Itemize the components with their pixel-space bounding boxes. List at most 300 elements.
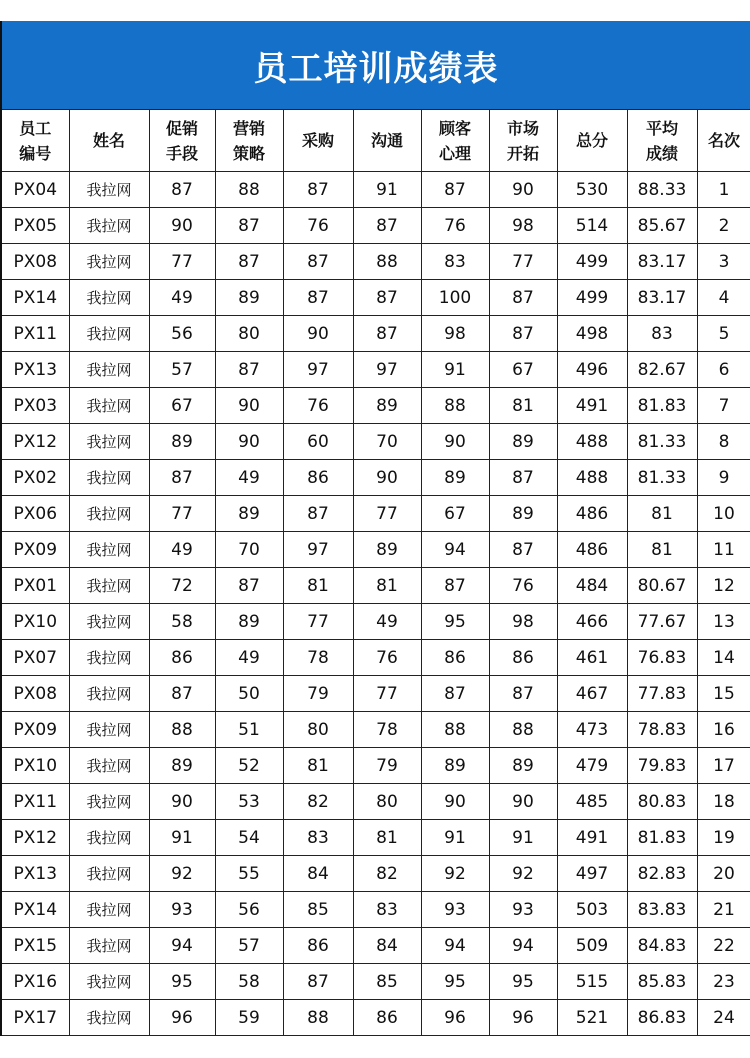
- table-cell[interactable]: 89: [149, 748, 215, 784]
- table-cell[interactable]: 488: [557, 424, 627, 460]
- table-cell[interactable]: 81: [353, 820, 421, 856]
- table-cell[interactable]: 67: [149, 388, 215, 424]
- table-cell[interactable]: 2: [697, 208, 750, 244]
- table-cell[interactable]: 97: [283, 352, 353, 388]
- table-cell[interactable]: PX14: [1, 280, 69, 316]
- table-cell[interactable]: 我拉网: [69, 388, 149, 424]
- table-cell[interactable]: 91: [353, 172, 421, 208]
- table-cell[interactable]: PX05: [1, 208, 69, 244]
- table-cell[interactable]: 我拉网: [69, 244, 149, 280]
- table-cell[interactable]: 87: [421, 172, 489, 208]
- table-cell[interactable]: 90: [215, 424, 283, 460]
- table-cell[interactable]: 485: [557, 784, 627, 820]
- table-cell[interactable]: 76: [489, 568, 557, 604]
- table-cell[interactable]: 9: [697, 460, 750, 496]
- table-cell[interactable]: 67: [421, 496, 489, 532]
- table-cell[interactable]: 15: [697, 676, 750, 712]
- table-cell[interactable]: 86: [421, 640, 489, 676]
- table-cell[interactable]: PX06: [1, 496, 69, 532]
- table-cell[interactable]: 我拉网: [69, 172, 149, 208]
- table-cell[interactable]: 93: [489, 892, 557, 928]
- table-cell[interactable]: PX02: [1, 460, 69, 496]
- table-cell[interactable]: 我拉网: [69, 784, 149, 820]
- table-cell[interactable]: 83: [353, 892, 421, 928]
- table-cell[interactable]: PX08: [1, 244, 69, 280]
- table-cell[interactable]: 94: [421, 532, 489, 568]
- table-cell[interactable]: 466: [557, 604, 627, 640]
- table-cell[interactable]: 我拉网: [69, 424, 149, 460]
- table-cell[interactable]: 97: [353, 352, 421, 388]
- table-cell[interactable]: 87: [283, 280, 353, 316]
- column-header: [69, 110, 149, 172]
- table-cell[interactable]: 88.33: [627, 172, 697, 208]
- table-cell[interactable]: 89: [489, 748, 557, 784]
- table-cell[interactable]: 86: [283, 460, 353, 496]
- column-header: [697, 110, 750, 172]
- table-cell[interactable]: 我拉网: [69, 460, 149, 496]
- column-header: [557, 110, 627, 172]
- table-row: [1, 1000, 750, 1036]
- table-cell[interactable]: 80.83: [627, 784, 697, 820]
- table-row: [1, 388, 750, 424]
- table-cell[interactable]: 52: [215, 748, 283, 784]
- table-cell[interactable]: 94: [421, 928, 489, 964]
- table-cell[interactable]: 81.33: [627, 424, 697, 460]
- table-cell[interactable]: 87: [215, 568, 283, 604]
- table-cell[interactable]: 我拉网: [69, 352, 149, 388]
- column-header-line: 顾客: [438, 118, 471, 138]
- table-cell[interactable]: 83: [283, 820, 353, 856]
- table-cell[interactable]: 87: [215, 352, 283, 388]
- table-cell[interactable]: 88: [215, 172, 283, 208]
- table-cell[interactable]: 98: [489, 604, 557, 640]
- table-cell[interactable]: 81: [283, 568, 353, 604]
- table-cell[interactable]: 19: [697, 820, 750, 856]
- table-cell[interactable]: 484: [557, 568, 627, 604]
- table-cell[interactable]: 54: [215, 820, 283, 856]
- table-cell[interactable]: 67: [489, 352, 557, 388]
- table-cell[interactable]: 88: [489, 712, 557, 748]
- table-cell[interactable]: 90: [149, 208, 215, 244]
- table-cell[interactable]: 80: [353, 784, 421, 820]
- table-cell[interactable]: 49: [215, 460, 283, 496]
- table-cell[interactable]: 92: [149, 856, 215, 892]
- table-row: [1, 532, 750, 568]
- table-row: [1, 640, 750, 676]
- table-cell[interactable]: 515: [557, 964, 627, 1000]
- table-cell[interactable]: 89: [215, 604, 283, 640]
- table-cell[interactable]: 7: [697, 388, 750, 424]
- table-cell[interactable]: 92: [489, 856, 557, 892]
- table-cell[interactable]: 92: [421, 856, 489, 892]
- table-cell[interactable]: 90: [149, 784, 215, 820]
- score-sheet: [0, 21, 750, 1036]
- table-cell[interactable]: 76: [283, 388, 353, 424]
- table-cell[interactable]: 81: [283, 748, 353, 784]
- table-cell[interactable]: 84.83: [627, 928, 697, 964]
- table-cell[interactable]: 21: [697, 892, 750, 928]
- table-cell[interactable]: 86: [149, 640, 215, 676]
- table-cell[interactable]: 499: [557, 280, 627, 316]
- table-cell[interactable]: 77: [353, 496, 421, 532]
- table-cell[interactable]: 95: [149, 964, 215, 1000]
- table-cell[interactable]: 49: [215, 640, 283, 676]
- table-cell[interactable]: 76: [353, 640, 421, 676]
- table-cell[interactable]: 14: [697, 640, 750, 676]
- table-row: [1, 928, 750, 964]
- table-cell[interactable]: 18: [697, 784, 750, 820]
- table-cell[interactable]: PX17: [1, 1000, 69, 1036]
- table-cell[interactable]: 10: [697, 496, 750, 532]
- table-cell[interactable]: 87: [283, 964, 353, 1000]
- table-cell[interactable]: 1: [697, 172, 750, 208]
- table-cell[interactable]: 我拉网: [69, 1000, 149, 1036]
- table-cell[interactable]: 100: [421, 280, 489, 316]
- table-cell[interactable]: 87: [215, 244, 283, 280]
- table-cell[interactable]: 89: [421, 460, 489, 496]
- table-cell[interactable]: 我拉网: [69, 928, 149, 964]
- table-cell[interactable]: 87: [283, 244, 353, 280]
- table-cell[interactable]: 80: [215, 316, 283, 352]
- table-cell[interactable]: 88: [421, 388, 489, 424]
- table-cell[interactable]: 5: [697, 316, 750, 352]
- table-cell[interactable]: 509: [557, 928, 627, 964]
- table-cell[interactable]: 488: [557, 460, 627, 496]
- table-cell[interactable]: 461: [557, 640, 627, 676]
- table-cell[interactable]: PX13: [1, 352, 69, 388]
- table-cell[interactable]: 88: [283, 1000, 353, 1036]
- table-cell[interactable]: 76: [421, 208, 489, 244]
- table-cell[interactable]: 58: [215, 964, 283, 1000]
- table-cell[interactable]: 498: [557, 316, 627, 352]
- table-cell[interactable]: 4: [697, 280, 750, 316]
- table-cell[interactable]: 90: [489, 784, 557, 820]
- table-cell[interactable]: PX08: [1, 676, 69, 712]
- table-cell[interactable]: 89: [489, 496, 557, 532]
- table-cell[interactable]: 90: [421, 424, 489, 460]
- table-cell[interactable]: 83.83: [627, 892, 697, 928]
- table-cell[interactable]: 473: [557, 712, 627, 748]
- table-cell[interactable]: 97: [283, 532, 353, 568]
- table-cell[interactable]: 88: [353, 244, 421, 280]
- table-cell[interactable]: 16: [697, 712, 750, 748]
- table-row: [1, 856, 750, 892]
- table-row: [1, 460, 750, 496]
- table-row: [1, 496, 750, 532]
- table-cell[interactable]: 90: [353, 460, 421, 496]
- table-cell[interactable]: 我拉网: [69, 676, 149, 712]
- table-row: [1, 424, 750, 460]
- table-cell[interactable]: 77.83: [627, 676, 697, 712]
- table-row: [1, 172, 750, 208]
- table-cell[interactable]: 23: [697, 964, 750, 1000]
- table-cell[interactable]: 79: [283, 676, 353, 712]
- table-cell[interactable]: 95: [489, 964, 557, 1000]
- table-cell[interactable]: 89: [421, 748, 489, 784]
- table-cell[interactable]: 96: [421, 1000, 489, 1036]
- table-cell[interactable]: 85: [283, 892, 353, 928]
- table-cell[interactable]: 486: [557, 496, 627, 532]
- table-cell[interactable]: 514: [557, 208, 627, 244]
- table-cell[interactable]: 90: [283, 316, 353, 352]
- table-cell[interactable]: 17: [697, 748, 750, 784]
- column-header: [1, 110, 69, 172]
- table-cell[interactable]: 77: [353, 676, 421, 712]
- column-header-line: 成绩: [645, 143, 678, 163]
- table-row: [1, 604, 750, 640]
- table-cell[interactable]: 96: [149, 1000, 215, 1036]
- table-cell[interactable]: 83: [421, 244, 489, 280]
- table-cell[interactable]: 72: [149, 568, 215, 604]
- header-row: [1, 110, 750, 172]
- column-header-line: 编号: [19, 143, 52, 163]
- table-cell[interactable]: 77: [489, 244, 557, 280]
- table-cell[interactable]: 57: [149, 352, 215, 388]
- column-header-line: 沟通: [370, 131, 403, 150]
- table-cell[interactable]: 8: [697, 424, 750, 460]
- table-cell[interactable]: PX11: [1, 784, 69, 820]
- table-cell[interactable]: 我拉网: [69, 604, 149, 640]
- table-cell[interactable]: 56: [215, 892, 283, 928]
- table-cell[interactable]: 83.17: [627, 244, 697, 280]
- table-cell[interactable]: 70: [353, 424, 421, 460]
- table-cell[interactable]: 98: [421, 316, 489, 352]
- column-header-line: 姓名: [92, 131, 125, 150]
- table-cell[interactable]: 我拉网: [69, 568, 149, 604]
- table-cell[interactable]: 80: [283, 712, 353, 748]
- table-cell[interactable]: 89: [353, 388, 421, 424]
- table-cell[interactable]: 22: [697, 928, 750, 964]
- column-header: [215, 110, 283, 172]
- table-cell[interactable]: 我拉网: [69, 316, 149, 352]
- table-cell[interactable]: 95: [421, 604, 489, 640]
- table-cell[interactable]: 503: [557, 892, 627, 928]
- table-cell[interactable]: 87: [149, 172, 215, 208]
- table-cell[interactable]: PX11: [1, 316, 69, 352]
- table-cell[interactable]: 82: [353, 856, 421, 892]
- table-cell[interactable]: 81: [627, 532, 697, 568]
- table-cell[interactable]: 70: [215, 532, 283, 568]
- table-cell[interactable]: 87: [149, 460, 215, 496]
- table-cell[interactable]: 81: [489, 388, 557, 424]
- table-cell[interactable]: 89: [215, 280, 283, 316]
- table-cell[interactable]: 87: [489, 280, 557, 316]
- table-cell[interactable]: 93: [149, 892, 215, 928]
- table-cell[interactable]: 87: [353, 208, 421, 244]
- table-cell[interactable]: 87: [421, 568, 489, 604]
- table-cell[interactable]: 58: [149, 604, 215, 640]
- table-cell[interactable]: 87: [149, 676, 215, 712]
- table-cell[interactable]: PX12: [1, 424, 69, 460]
- table-cell[interactable]: 我拉网: [69, 856, 149, 892]
- table-cell[interactable]: PX07: [1, 640, 69, 676]
- table-row: [1, 568, 750, 604]
- table-cell[interactable]: PX13: [1, 856, 69, 892]
- table-cell[interactable]: 我拉网: [69, 280, 149, 316]
- table-cell[interactable]: 79.83: [627, 748, 697, 784]
- table-cell[interactable]: PX03: [1, 388, 69, 424]
- table-cell[interactable]: 87: [283, 172, 353, 208]
- table-cell[interactable]: 91: [149, 820, 215, 856]
- table-cell[interactable]: 91: [489, 820, 557, 856]
- table-cell[interactable]: 499: [557, 244, 627, 280]
- column-header: [489, 110, 557, 172]
- column-header: [149, 110, 215, 172]
- table-cell[interactable]: 89: [215, 496, 283, 532]
- table-cell[interactable]: 94: [489, 928, 557, 964]
- table-cell[interactable]: 467: [557, 676, 627, 712]
- table-cell[interactable]: 我拉网: [69, 892, 149, 928]
- table-cell[interactable]: 90: [421, 784, 489, 820]
- column-header: [627, 110, 697, 172]
- table-row: [1, 208, 750, 244]
- table-cell[interactable]: 497: [557, 856, 627, 892]
- table-cell[interactable]: PX15: [1, 928, 69, 964]
- table-cell[interactable]: PX10: [1, 748, 69, 784]
- table-cell[interactable]: 50: [215, 676, 283, 712]
- table-cell[interactable]: 85.83: [627, 964, 697, 1000]
- table-cell[interactable]: 我拉网: [69, 964, 149, 1000]
- table-cell[interactable]: 我拉网: [69, 496, 149, 532]
- column-header-line: 员工: [19, 118, 52, 138]
- table-cell[interactable]: 81: [353, 568, 421, 604]
- table-cell[interactable]: 491: [557, 388, 627, 424]
- table-cell[interactable]: 88: [149, 712, 215, 748]
- table-cell[interactable]: 我拉网: [69, 820, 149, 856]
- table-cell[interactable]: 我拉网: [69, 208, 149, 244]
- table-cell[interactable]: PX09: [1, 712, 69, 748]
- table-row: [1, 244, 750, 280]
- table-cell[interactable]: 86: [353, 1000, 421, 1036]
- table-cell[interactable]: 6: [697, 352, 750, 388]
- table-cell[interactable]: 13: [697, 604, 750, 640]
- table-cell[interactable]: 11: [697, 532, 750, 568]
- table-cell[interactable]: 76.83: [627, 640, 697, 676]
- table-cell[interactable]: 89: [353, 532, 421, 568]
- table-cell[interactable]: 51: [215, 712, 283, 748]
- table-cell[interactable]: 60: [283, 424, 353, 460]
- table-cell[interactable]: 82.67: [627, 352, 697, 388]
- table-cell[interactable]: 83.17: [627, 280, 697, 316]
- table-cell[interactable]: 87: [421, 676, 489, 712]
- table-cell[interactable]: 479: [557, 748, 627, 784]
- table-cell[interactable]: 56: [149, 316, 215, 352]
- table-cell[interactable]: 78: [283, 640, 353, 676]
- table-cell[interactable]: 76: [283, 208, 353, 244]
- table-cell[interactable]: 我拉网: [69, 532, 149, 568]
- table-cell[interactable]: 85.67: [627, 208, 697, 244]
- table-cell[interactable]: 77: [149, 496, 215, 532]
- table-cell[interactable]: 496: [557, 352, 627, 388]
- table-cell[interactable]: 80.67: [627, 568, 697, 604]
- table-row: [1, 280, 750, 316]
- table-cell[interactable]: 87: [489, 532, 557, 568]
- table-cell[interactable]: 94: [149, 928, 215, 964]
- table-cell[interactable]: 87: [283, 496, 353, 532]
- table-cell[interactable]: 57: [215, 928, 283, 964]
- table-cell[interactable]: 90: [489, 172, 557, 208]
- table-row: [1, 820, 750, 856]
- table-cell[interactable]: 81.83: [627, 820, 697, 856]
- table-cell[interactable]: 521: [557, 1000, 627, 1036]
- table-cell[interactable]: 98: [489, 208, 557, 244]
- table-cell[interactable]: 79: [353, 748, 421, 784]
- table-cell[interactable]: 87: [353, 280, 421, 316]
- table-cell[interactable]: 87: [353, 316, 421, 352]
- table-cell[interactable]: 49: [353, 604, 421, 640]
- table-cell[interactable]: 81.33: [627, 460, 697, 496]
- table-cell[interactable]: 20: [697, 856, 750, 892]
- table-cell[interactable]: 486: [557, 532, 627, 568]
- table-cell[interactable]: 77.67: [627, 604, 697, 640]
- column-header-line: 名次: [707, 131, 740, 150]
- table-cell[interactable]: 77: [149, 244, 215, 280]
- table-cell[interactable]: 53: [215, 784, 283, 820]
- table-cell[interactable]: 87: [489, 460, 557, 496]
- table-cell[interactable]: 93: [421, 892, 489, 928]
- table-cell[interactable]: 59: [215, 1000, 283, 1036]
- table-row: [1, 712, 750, 748]
- table-cell[interactable]: 91: [421, 820, 489, 856]
- table-cell[interactable]: 55: [215, 856, 283, 892]
- table-cell[interactable]: 81: [627, 496, 697, 532]
- table-cell[interactable]: 87: [215, 208, 283, 244]
- table-cell[interactable]: 82.83: [627, 856, 697, 892]
- table-cell[interactable]: 78: [353, 712, 421, 748]
- table-cell[interactable]: 91: [421, 352, 489, 388]
- table-cell[interactable]: 84: [353, 928, 421, 964]
- table-cell[interactable]: 49: [149, 532, 215, 568]
- table-cell[interactable]: PX04: [1, 172, 69, 208]
- table-cell[interactable]: 3: [697, 244, 750, 280]
- table-cell[interactable]: 87: [489, 676, 557, 712]
- table-cell[interactable]: 85: [353, 964, 421, 1000]
- column-header-line: 心理: [438, 143, 471, 163]
- table-cell[interactable]: 84: [283, 856, 353, 892]
- table-cell[interactable]: 95: [421, 964, 489, 1000]
- table-cell[interactable]: PX16: [1, 964, 69, 1000]
- table-cell[interactable]: 86: [283, 928, 353, 964]
- table-cell[interactable]: 530: [557, 172, 627, 208]
- table-cell[interactable]: 89: [149, 424, 215, 460]
- table-cell[interactable]: 81.83: [627, 388, 697, 424]
- table-cell[interactable]: 491: [557, 820, 627, 856]
- table-cell[interactable]: PX10: [1, 604, 69, 640]
- table-cell[interactable]: PX01: [1, 568, 69, 604]
- table-cell[interactable]: 88: [421, 712, 489, 748]
- table-cell[interactable]: 83: [627, 316, 697, 352]
- table-cell[interactable]: 我拉网: [69, 640, 149, 676]
- table-cell[interactable]: 90: [215, 388, 283, 424]
- table-cell[interactable]: 我拉网: [69, 712, 149, 748]
- table-cell[interactable]: 77: [283, 604, 353, 640]
- table-cell[interactable]: PX12: [1, 820, 69, 856]
- table-cell[interactable]: 96: [489, 1000, 557, 1036]
- table-cell[interactable]: 89: [489, 424, 557, 460]
- table-cell[interactable]: 49: [149, 280, 215, 316]
- table-cell[interactable]: 我拉网: [69, 748, 149, 784]
- table-cell[interactable]: 82: [283, 784, 353, 820]
- table-cell[interactable]: 24: [697, 1000, 750, 1036]
- score-table: [0, 109, 750, 1036]
- table-cell[interactable]: 86.83: [627, 1000, 697, 1036]
- table-cell[interactable]: PX09: [1, 532, 69, 568]
- table-cell[interactable]: 87: [489, 316, 557, 352]
- table-cell[interactable]: 78.83: [627, 712, 697, 748]
- table-cell[interactable]: 86: [489, 640, 557, 676]
- table-cell[interactable]: PX14: [1, 892, 69, 928]
- table-cell[interactable]: 12: [697, 568, 750, 604]
